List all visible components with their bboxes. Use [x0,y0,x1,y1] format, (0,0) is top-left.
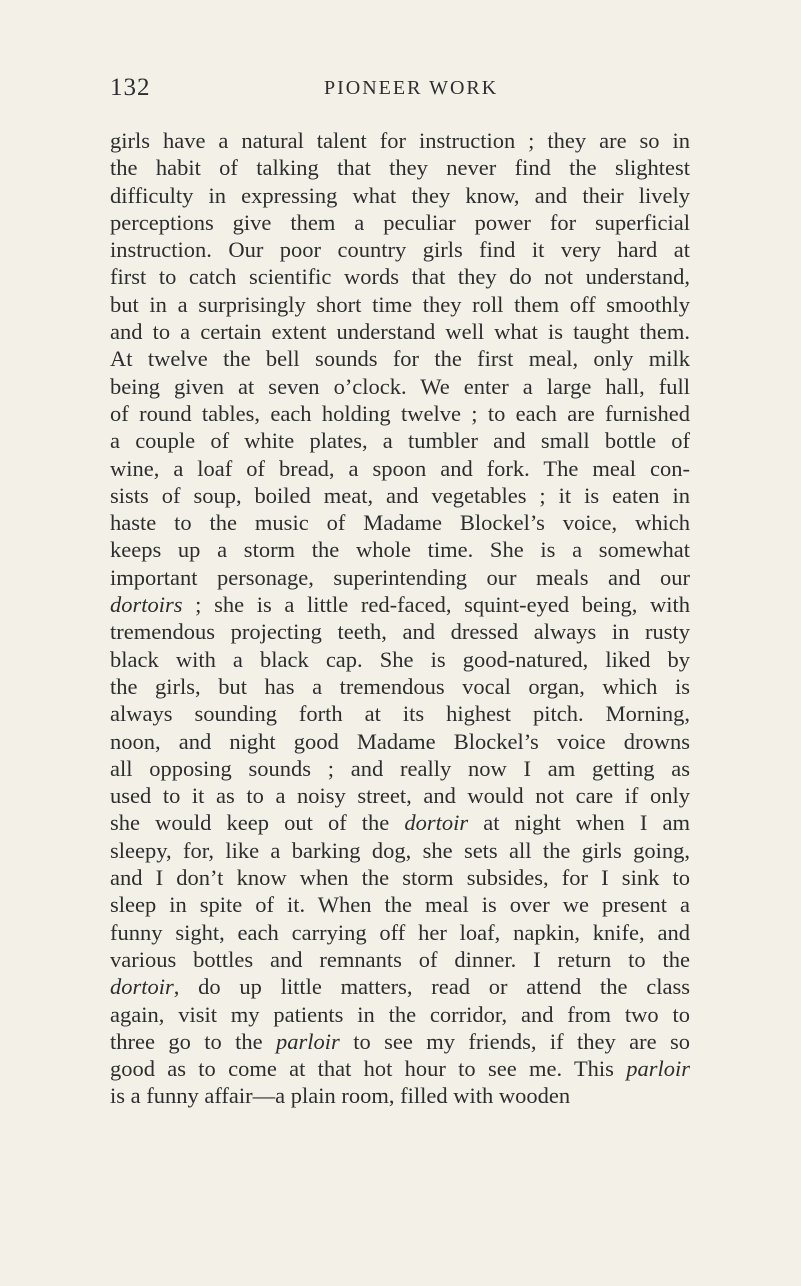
text-line: she would keep out of the dortoir at night when I am [110,810,690,836]
text-line: and to a certain extent understand well what is taught them. [110,319,690,345]
text-line: difficulty in expressing what they know, and their lively [110,182,690,208]
text-line: used to it as to a noisy street, and would not care if only [110,783,690,809]
text-line: but in a surprisingly short time they roll them off smoothly [110,291,690,317]
text-line: always sounding forth at its highest pitch. Morning, [110,701,690,727]
text-line: of round tables, each holding twelve ; to each are furnished [110,400,690,426]
text-line: various bottles and remnants of dinner. I return to the [110,946,690,972]
text-line: keeps up a storm the whole time. She is a somewhat [110,537,690,563]
text-line: good as to come at that hot hour to see me. This parloir [110,1056,690,1082]
text-line: noon, and night good Madame Blockel’s voice drowns [110,728,690,754]
text-line: sleep in spite of it. When the meal is over we present a [110,892,690,918]
text-line: sleepy, for, like a barking dog, she sets all the girls going, [110,837,690,863]
text-line: funny sight, each carrying off her loaf, napkin, knife, and [110,919,690,945]
text-line: girls have a natural talent for instruction ; they are so in [110,128,690,153]
text-line: haste to the music of Madame Blockel’s voice, which [110,510,690,536]
text-line: being given at seven o’clock. We enter a large hall, full [110,373,690,399]
text-line: three go to the parloir to see my friends, if they are so [110,1028,690,1054]
text-line: dortoirs ; she is a little red-faced, squint-eyed being, with [110,592,690,618]
text-line: sists of soup, boiled meat, and vegetables ; it is eaten in [110,482,690,508]
text-line: perceptions give them a peculiar power for superficial [110,209,690,235]
text-line: black with a black cap. She is good-natured, liked by [110,646,690,672]
text-line: the girls, but has a tremendous vocal organ, which is [110,673,690,699]
text-line: a couple of white plates, a tumbler and small bottle of [110,428,690,454]
text-line: all opposing sounds ; and really now I am getting as [110,755,690,781]
text-line: the habit of talking that they never find the slightest [110,155,690,181]
page-number: 132 [110,74,151,101]
body-text [110,127,690,1110]
text-line: is a funny affair—a plain room, filled with wooden [110,1083,571,1109]
running-head: PIONEER WORK [324,77,499,99]
text-line: again, visit my patients in the corridor, and from two to [110,1001,690,1027]
text-line: At twelve the bell sounds for the first meal, only milk [110,346,690,372]
text-line: and I don’t know when the storm subsides, for I sink to [110,865,690,891]
text-line: wine, a loaf of bread, a spoon and fork. The meal con- [110,455,690,481]
text-line: first to catch scientific words that they do not understand, [110,264,690,290]
text-line: tremendous projecting teeth, and dressed always in rusty [110,619,690,645]
page-header [110,74,690,108]
text-line: important personage, superintending our meals and our [110,564,690,590]
text-line: instruction. Our poor country girls find it very hard at [110,237,690,263]
text-line: dortoir, do up little matters, read or attend the class [110,974,690,1000]
